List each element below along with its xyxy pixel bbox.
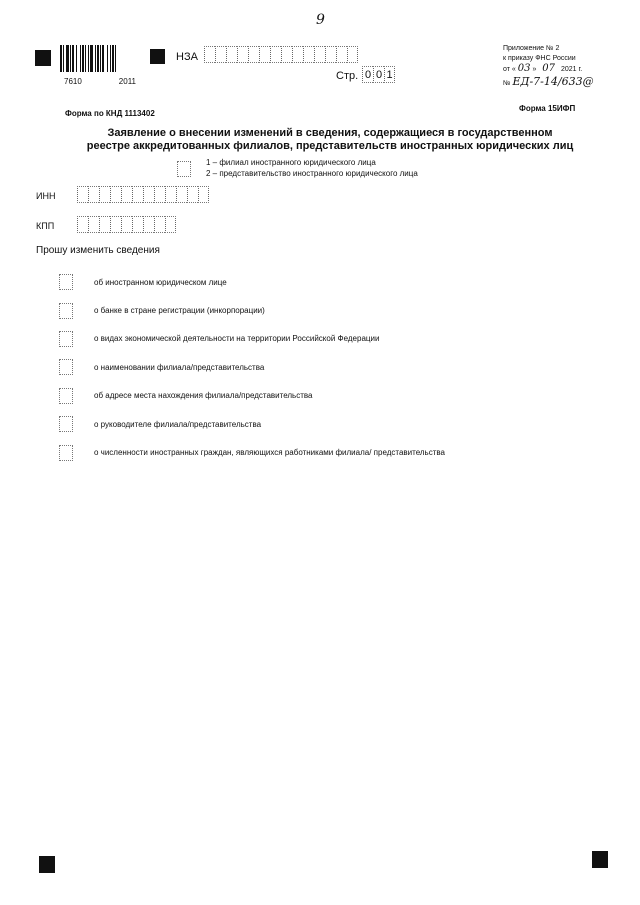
- corner-marker-bottom-left: [39, 856, 55, 873]
- nza-label: НЗА: [176, 51, 198, 63]
- item-label-2: о банке в стране регистрации (инкорпорации): [94, 306, 265, 315]
- inn-label: ИНН: [36, 191, 56, 201]
- handwritten-page-number: 9: [316, 12, 325, 28]
- item-checkbox-6[interactable]: [59, 416, 73, 432]
- page-digit-2: 0: [373, 66, 384, 83]
- corner-marker-bottom-right: [592, 851, 608, 868]
- item-checkbox-4[interactable]: [59, 359, 73, 375]
- top-marker-right-of-barcode: [150, 49, 165, 64]
- item-checkbox-7[interactable]: [59, 445, 73, 461]
- item-checkbox-1[interactable]: [59, 274, 73, 290]
- title-line-2: реестре аккредитованных филиалов, представительств иностранных юридических лиц: [86, 140, 574, 152]
- item-label-1: об иностранном юридическом лице: [94, 278, 227, 287]
- inn-cells[interactable]: [77, 186, 209, 203]
- kpp-label: КПП: [36, 221, 55, 231]
- annex-date-sep: »: [532, 66, 537, 73]
- page-digit-1: 0: [362, 66, 373, 83]
- entity-type-option-2: 2 – представительство иностранного юридического лица: [206, 169, 418, 178]
- page-label: Стр.: [336, 70, 359, 82]
- barcode-number-right: 2011: [118, 77, 136, 86]
- barcode-number-left: 7610: [64, 77, 82, 86]
- item-checkbox-3[interactable]: [59, 331, 73, 347]
- page-number-cells: [362, 66, 395, 83]
- annex-date-day: 03: [517, 63, 531, 74]
- annex-line-2: к приказу ФНС России: [503, 55, 576, 62]
- item-label-4: о наименовании филиала/представительства: [94, 363, 265, 372]
- item-label-5: об адресе места нахождения филиала/представительства: [94, 391, 313, 400]
- annex-line-1: Приложение № 2: [503, 45, 560, 52]
- item-label-6: о руководителе филиала/представительства: [94, 420, 262, 429]
- item-label-7: о численности иностранных граждан, являющихся работниками филиала/ представительства: [94, 448, 445, 457]
- annex-date-prefix: от «: [503, 66, 516, 73]
- form-knd: Форма по КНД 1113402: [65, 109, 155, 118]
- form-code: Форма 15ИФП: [519, 104, 576, 113]
- item-label-3: о видах экономической деятельности на территории Российской Федерации: [94, 334, 380, 343]
- barcode-bars: [60, 45, 140, 72]
- request-label: Прошу изменить сведения: [36, 245, 160, 256]
- item-checkbox-2[interactable]: [59, 303, 73, 319]
- kpp-cells[interactable]: [77, 216, 176, 233]
- entity-type-option-1: 1 – филиал иностранного юридического лица: [206, 158, 376, 167]
- title-line-1: Заявление о внесении изменений в сведения, содержащиеся в государственном: [107, 127, 553, 139]
- entity-type-checkbox[interactable]: [177, 161, 191, 177]
- page-digit-3: 1: [384, 66, 395, 83]
- annex-date-year: 2021 г.: [560, 66, 583, 73]
- annex-number-prefix: №: [503, 80, 511, 87]
- annex-number-value: ЕД-7-14/633@: [512, 75, 594, 88]
- nza-cells[interactable]: [204, 46, 358, 63]
- annex-block: [503, 44, 608, 88]
- document-title: [60, 127, 600, 153]
- item-checkbox-5[interactable]: [59, 388, 73, 404]
- annex-date-month: 07: [542, 63, 556, 74]
- barcode: [60, 45, 140, 86]
- corner-marker-top-left: [35, 50, 51, 66]
